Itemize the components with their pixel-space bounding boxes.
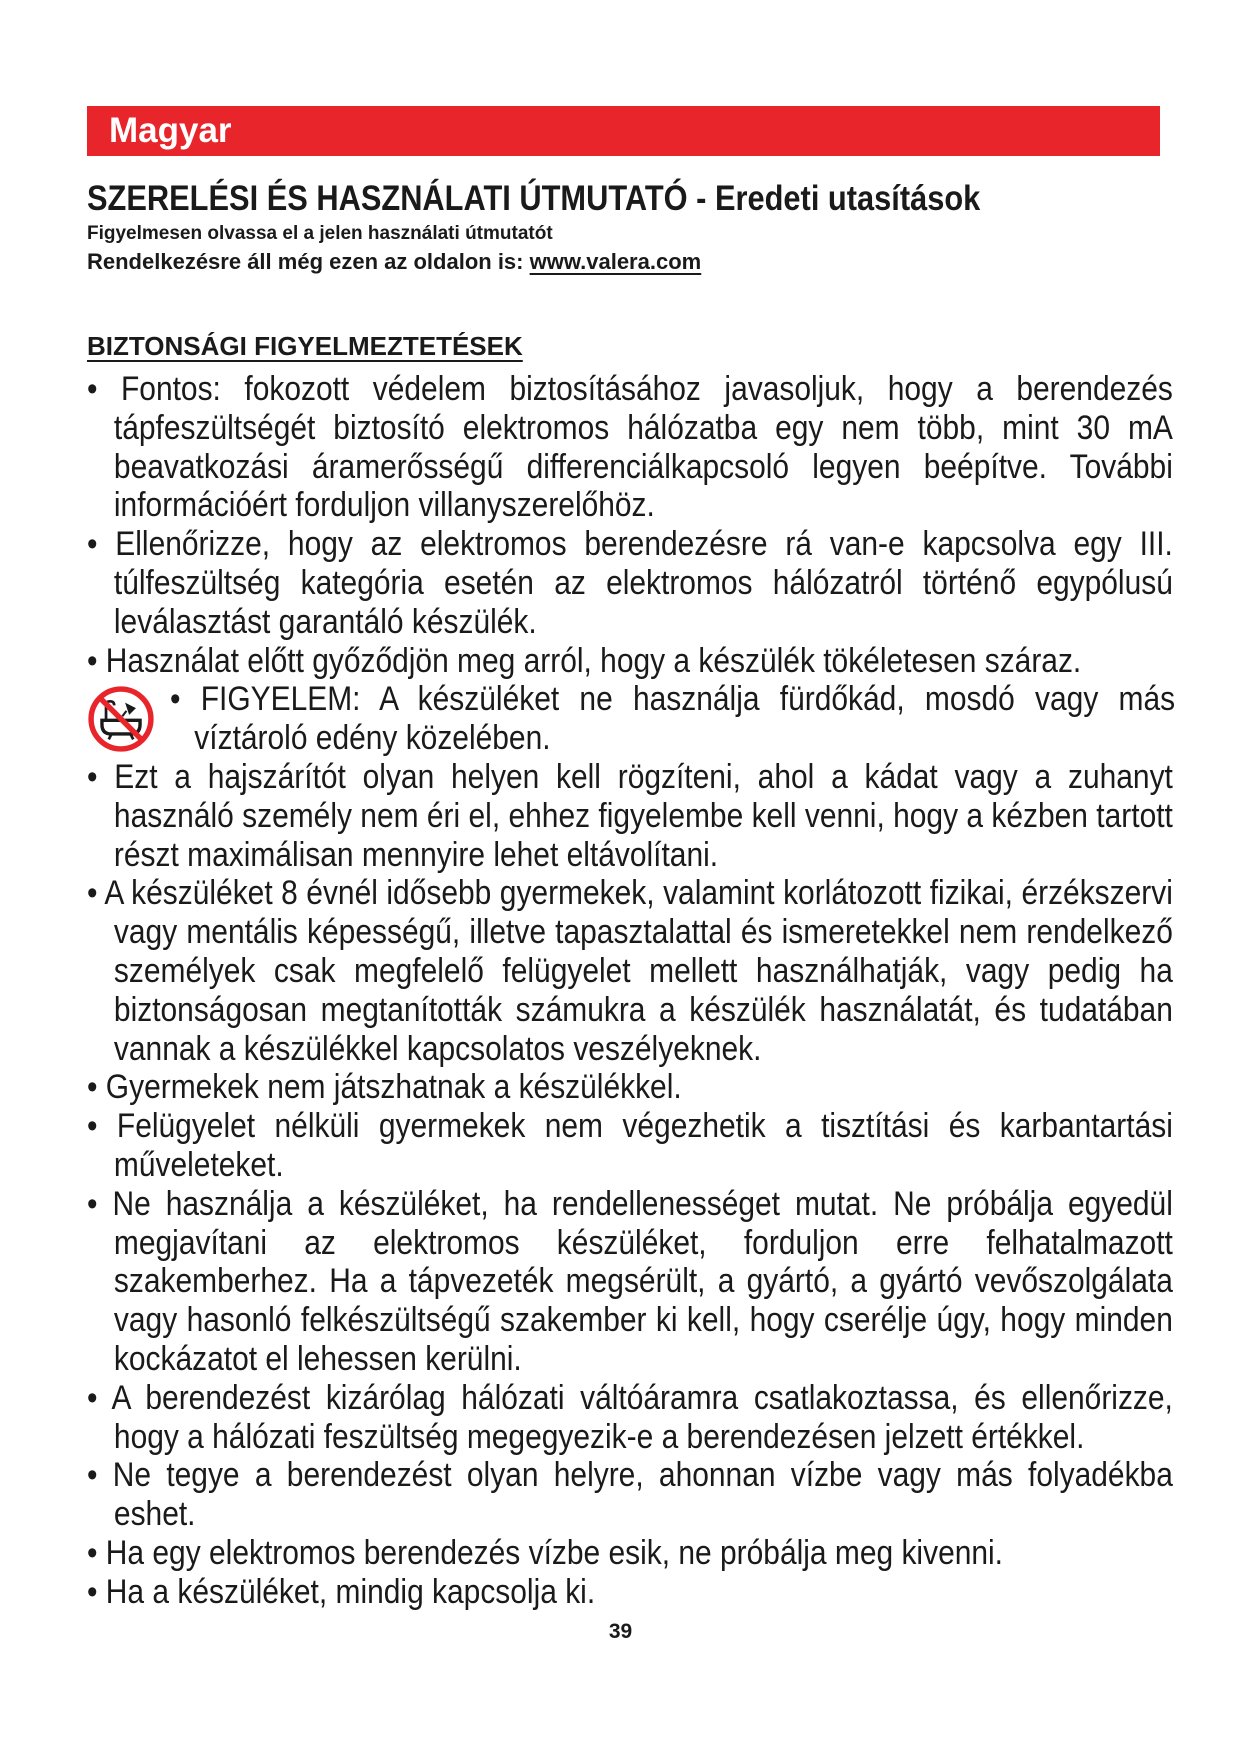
safety-warning-list — [87, 370, 1176, 1612]
language-banner — [87, 106, 1160, 156]
warning-text: • Gyermekek nem játszhatnak a készülékkel. — [87, 1068, 682, 1107]
list-item — [87, 642, 1153, 681]
list-item-attention — [87, 680, 1176, 758]
no-bathtub-icon — [87, 685, 155, 753]
warning-text: • Ne tegye a berendezést olyan helyre, ahonnan vízbe vagy más folyadékba eshet. — [87, 1456, 1173, 1534]
list-item — [87, 757, 1173, 874]
warning-text: • A berendezést kizárólag hálózati váltóáramra csatlakoztassa, és ellenőrizze, hogy a hálózati feszültség megegyezik-e a berendezésen jelzett értékkel. — [87, 1378, 1173, 1456]
list-item — [87, 1184, 1173, 1379]
read-carefully-note: Figyelmesen olvassa el a jelen használati útmutatót — [87, 223, 553, 244]
warning-text: • Ezt a hajszárítót olyan helyen kell rögzíteni, ahol a kádat vagy a zuhanyt használó személy nem éri el, ehhez figyelembe kell venni, hogy a kézben tartott részt maximálisan mennyire lehet eltávolítani. — [87, 757, 1173, 874]
page-number: 39 — [608, 1620, 633, 1643]
warning-text: • Ellenőrizze, hogy az elektromos berendezésre rá van-e kapcsolva egy III. túlfeszültség kategória esetén az elektromos hálózatról történő egypólusú leválasztást garantáló készülék. — [87, 525, 1173, 641]
warning-text: • Ha egy elektromos berendezés vízbe esik, ne próbálja meg kivenni. — [87, 1533, 1004, 1572]
warning-text: • FIGYELEM: A készüléket ne használja fürdőkád, mosdó vagy más víztároló edény közelében. — [170, 680, 1176, 758]
list-item — [87, 1534, 1153, 1573]
warning-text: • Használat előtt győződjön meg arról, hogy a készülék tökéletesen száraz. — [87, 641, 1082, 680]
document-title: SZERELÉSI ÉS HASZNÁLATI ÚTMUTATÓ - Eredeti utasítások — [87, 179, 981, 218]
list-item — [87, 1378, 1173, 1457]
list-item — [87, 1068, 1153, 1107]
list-item — [87, 874, 1173, 1068]
safety-heading: BIZTONSÁGI FIGYELMEZTETÉSEK — [87, 331, 523, 361]
list-item — [87, 525, 1173, 641]
website-link[interactable]: www.valera.com — [529, 249, 702, 274]
warning-text: • Fontos: fokozott védelem biztosításához javasoljuk, hogy a berendezés tápfeszültségét biztosító elektromos hálózatba egy nem több, mint 30 mA beavatkozási áramerősségű differenciálkapcsoló legyen beépítve. További információért forduljon villanyszerelőhöz. — [87, 370, 1173, 525]
list-item — [87, 1573, 1153, 1612]
list-item — [87, 370, 1173, 525]
warning-text: • Ne használja a készüléket, ha rendellenességet mutat. Ne próbálja egyedül megjavítani az elektromos készüléket, forduljon erre felhatalmazott szakemberhez. Ha a tápvezeték megsérült, a gyártó, a gyártó vevőszolgálata vagy hasonló felkészültségű szakember ki kell, hogy cserélje úgy, hogy minden kockázatot el lehessen kerülni. — [87, 1184, 1173, 1378]
language-label: Magyar — [109, 111, 232, 150]
list-item — [87, 1456, 1173, 1534]
availability-text: Rendelkezésre áll még ezen az oldalon is: — [87, 249, 530, 274]
warning-text: • A készüléket 8 évnél idősebb gyermekek, valamint korlátozott fizikai, érzékszervi vagy mentális képességű, illetve tapasztalattal és ismeretekkel nem rendelkező személyek csak megfelelő felügyelet mellett használhatják, vagy pedig ha biztonságosan megtanították számukra a készülék használatát, és tudatában vannak a készülékkel kapcsolatos veszélyeknek. — [87, 874, 1173, 1068]
warning-text: • Ha a készüléket, mindig kapcsolja ki. — [87, 1572, 596, 1611]
list-item — [87, 1107, 1173, 1185]
warning-text: • Felügyelet nélküli gyermekek nem végezhetik a tisztítási és karbantartási műveleteket. — [87, 1107, 1173, 1184]
availability-line — [87, 248, 701, 276]
